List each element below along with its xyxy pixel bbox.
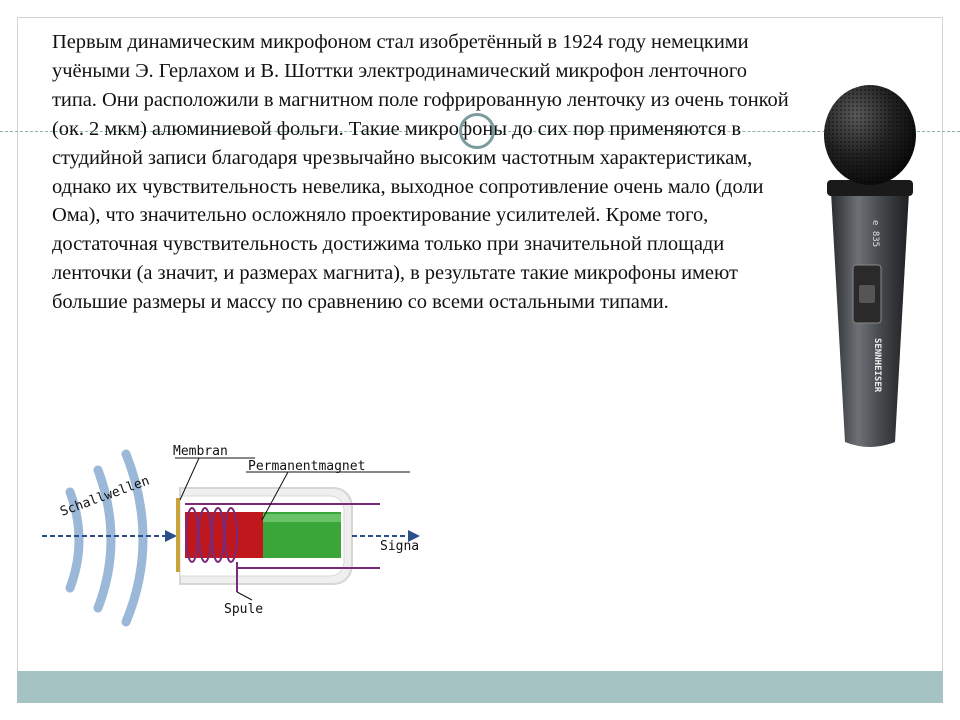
ring-marker: [459, 113, 495, 149]
input-arrowhead: [165, 530, 177, 542]
ribbon-diagram: [30, 440, 450, 630]
membrane: [176, 498, 180, 572]
microphone-image: [815, 80, 925, 455]
footer-bar: [17, 671, 943, 703]
membran-label: Membran: [173, 444, 228, 459]
microphone-model-label: e 835: [870, 220, 880, 248]
body-paragraph: Первым динамическим микрофоном стал изобретённый в 1924 году немецкими учёными Э. Герлахом и В. Шоттки электродинамический микрофон ленточного типа. Они расположили в магнитном поле гофрированную ленточку из очень тонкой (ок. 2 мкм) алюминиевой фольги. Такие микрофоны до сих пор применяются в студийной записи благодаря чрезвычайно высоким частотным характеристикам, однако их чувствительность невелика, выходное сопротивление очень мало (доли Ома), что значительно осложняло проектирование усилителей. Кроме того, достаточная чувствительность достижима только при значительной площади ленточки (а значит, и размерах магнита), в результате такие микрофоны имеют большие размеры и массу по сравнению со всеми остальными типами.: [52, 31, 789, 314]
schallwellen-label: Schallwellen: [58, 473, 152, 520]
permanentmagnet-label: Permanentmagnet: [248, 459, 366, 474]
microphone-brand-label: SENNHEISER: [872, 338, 882, 393]
signal-label: Signa: [380, 539, 420, 554]
spule-label: Spule: [224, 602, 264, 617]
